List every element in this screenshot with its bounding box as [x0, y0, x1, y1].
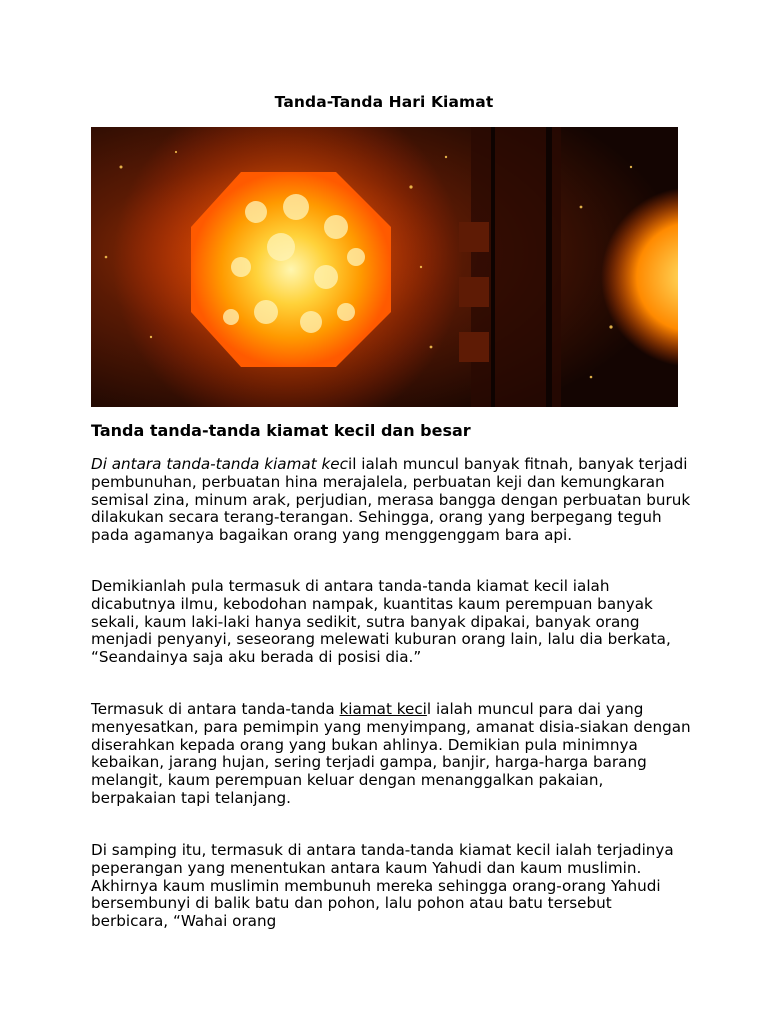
paragraph-1 [91, 456, 691, 545]
kiamat-kecil-link[interactable]: kiamat keci [339, 700, 427, 718]
paragraph-3-lead: Termasuk di antara tanda-tanda [91, 700, 340, 718]
sun-fireball-image [91, 127, 678, 407]
paragraph-2: Demikianlah pula termasuk di antara tanda-tanda kiamat kecil ialah dicabutnya ilmu, kebodohan nampak, kuantitas kaum perempuan banyak sekali, kaum laki-laki hanya sedikit, sutra banyak dipakai, banyak orang menjadi penyanyi, seseorang melewati kuburan orang lain, lalu dia berkata, “Seandainya saja aku berada di posisi dia.” [91, 577, 671, 667]
paragraph-3 [91, 701, 691, 808]
section-heading: Tanda tanda-tanda kiamat kecil dan besar [91, 421, 471, 440]
paragraph-1-italic-lead: Di antara tanda-tanda kiamat kec [91, 455, 348, 473]
paragraph-3-text: l ialah muncul para dai yang menyesatkan, para pemimpin yang menyimpang, amanat disia-siakan dengan diserahkan kepada orang yang bukan ahlinya. Demikian pula minimnya kebaikan, jarang hujan, sering terjadi gampa, banjir, harga-harga barang melangit, kaum perempuan keluar dengan menanggalkan pakaian, berpakaian tapi telanjang. [91, 700, 691, 807]
paragraph-4: Di samping itu, termasuk di antara tanda-tanda kiamat kecil ialah terjadinya peperangan yang menentukan antara kaum Yahudi dan kaum muslimin. Akhirnya kaum muslimin membunuh mereka sehingga orang-orang Yahudi bersembunyi di balik batu dan pohon, lalu pohon atau batu tersebut berbicara, “Wahai orang [91, 841, 674, 931]
paragraph-1-text: il ialah muncul banyak fitnah, banyak terjadi pembunuhan, perbuatan hina merajalela, perbuatan keji dan kemungkaran semisal zina, minum arak, perjudian, merasa bangga dengan perbuatan buruk dilakukan secara terang-terangan. Sehingga, orang yang berpegang teguh pada agamanya bagaikan orang yang menggenggam bara api. [91, 455, 691, 545]
document-title: Tanda-Tanda Hari Kiamat [274, 93, 494, 111]
